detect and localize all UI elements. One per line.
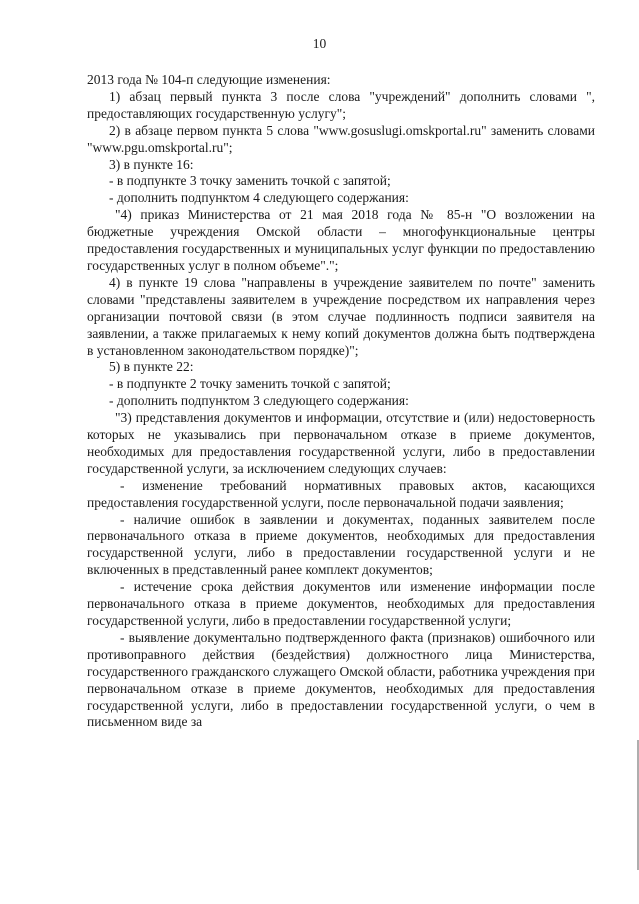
page-number: 10 [312,36,327,51]
paragraph-item-5-sub-1: - в подпункте 2 точку заменить точкой с запятой; [109,376,391,392]
document-body [87,72,595,731]
paragraph-item-3-sub-2: - дополнить подпунктом 4 следующего содержания: [109,190,409,206]
paragraph-item-5-sub-2: - дополнить подпунктом 3 следующего содержания: [109,393,409,409]
paragraph-exception-1: - изменение требований нормативных правовых актов, касающихся предоставления государственной услуги, после первоначальной подачи заявления; [87,477,595,510]
paragraph-exception-4: - выявление документально подтвержденного факта (признаков) ошибочного или противоправного действия (бездействия) должностного лица Министерства, государственного гражданского служащего Омской области, работника учреждения при первоначальном отказе в приеме документов, необходимых для предоставления государственной услуги, либо в предоставлении государственной услуги, о чем в письменном виде за [87,629,595,730]
paragraph-new-subitem-4: "4) приказ Министерства от 21 мая 2018 года № 85-н "О возложении на бюджетные учреждения Омской области – многофункциональные центры предоставления государственных и муниципальных услуг функции по предоставлению государственных услуг в полном объеме"."; [87,207,595,273]
paragraph-item-2: 2) в абзаце первом пункта 5 слова "www.gosuslugi.omskportal.ru" заменить словами "www.pgu.omskportal.ru"; [87,122,595,155]
paragraph-intro: 2013 года № 104-п следующие изменения: [87,72,331,87]
paragraph-new-subitem-3: "3) представления документов и информации, отсутствие и (или) недостоверность которых не указывались при первоначальном отказе в приеме документов, необходимых для предоставления государственной услуги, либо в предоставлении государственной услуги, за исключением следующих случаев: [87,410,595,476]
paragraph-item-3-sub-1: - в подпункте 3 точку заменить точкой с запятой; [109,173,391,189]
paragraph-item-3: 3) в пункте 16: [109,156,194,172]
paragraph-item-5: 5) в пункте 22: [109,359,194,375]
paragraph-exception-2: - наличие ошибок в заявлении и документах, поданных заявителем после первоначального отказа в приеме документов, необходимых для предоставления государственной услуги, либо в предоставлении государственной услуги и не включенных в представленный ранее комплект документов; [87,511,595,578]
paragraph-exception-3: - истечение срока действия документов или изменение информации после первоначального отказа в приеме документов, необходимых для предоставления государственной услуги, либо в предоставлении государственной услуги; [87,579,595,628]
paragraph-item-4: 4) в пункте 19 слова "направлены в учреждение заявителем по почте" заменить словами "представлены заявителем в учреждение посредством их направления через организации почтовой связи (в этом случае подлинность подписи заявителя на заявлении, а также прилагаемых к нему копий документов должна быть подтверждена в установленном законодательством порядке)"; [87,274,595,358]
paragraph-item-1: 1) абзац первый пункта 3 после слова "учреждений" дополнить словами ", предоставляющих государственную услугу"; [87,88,595,121]
